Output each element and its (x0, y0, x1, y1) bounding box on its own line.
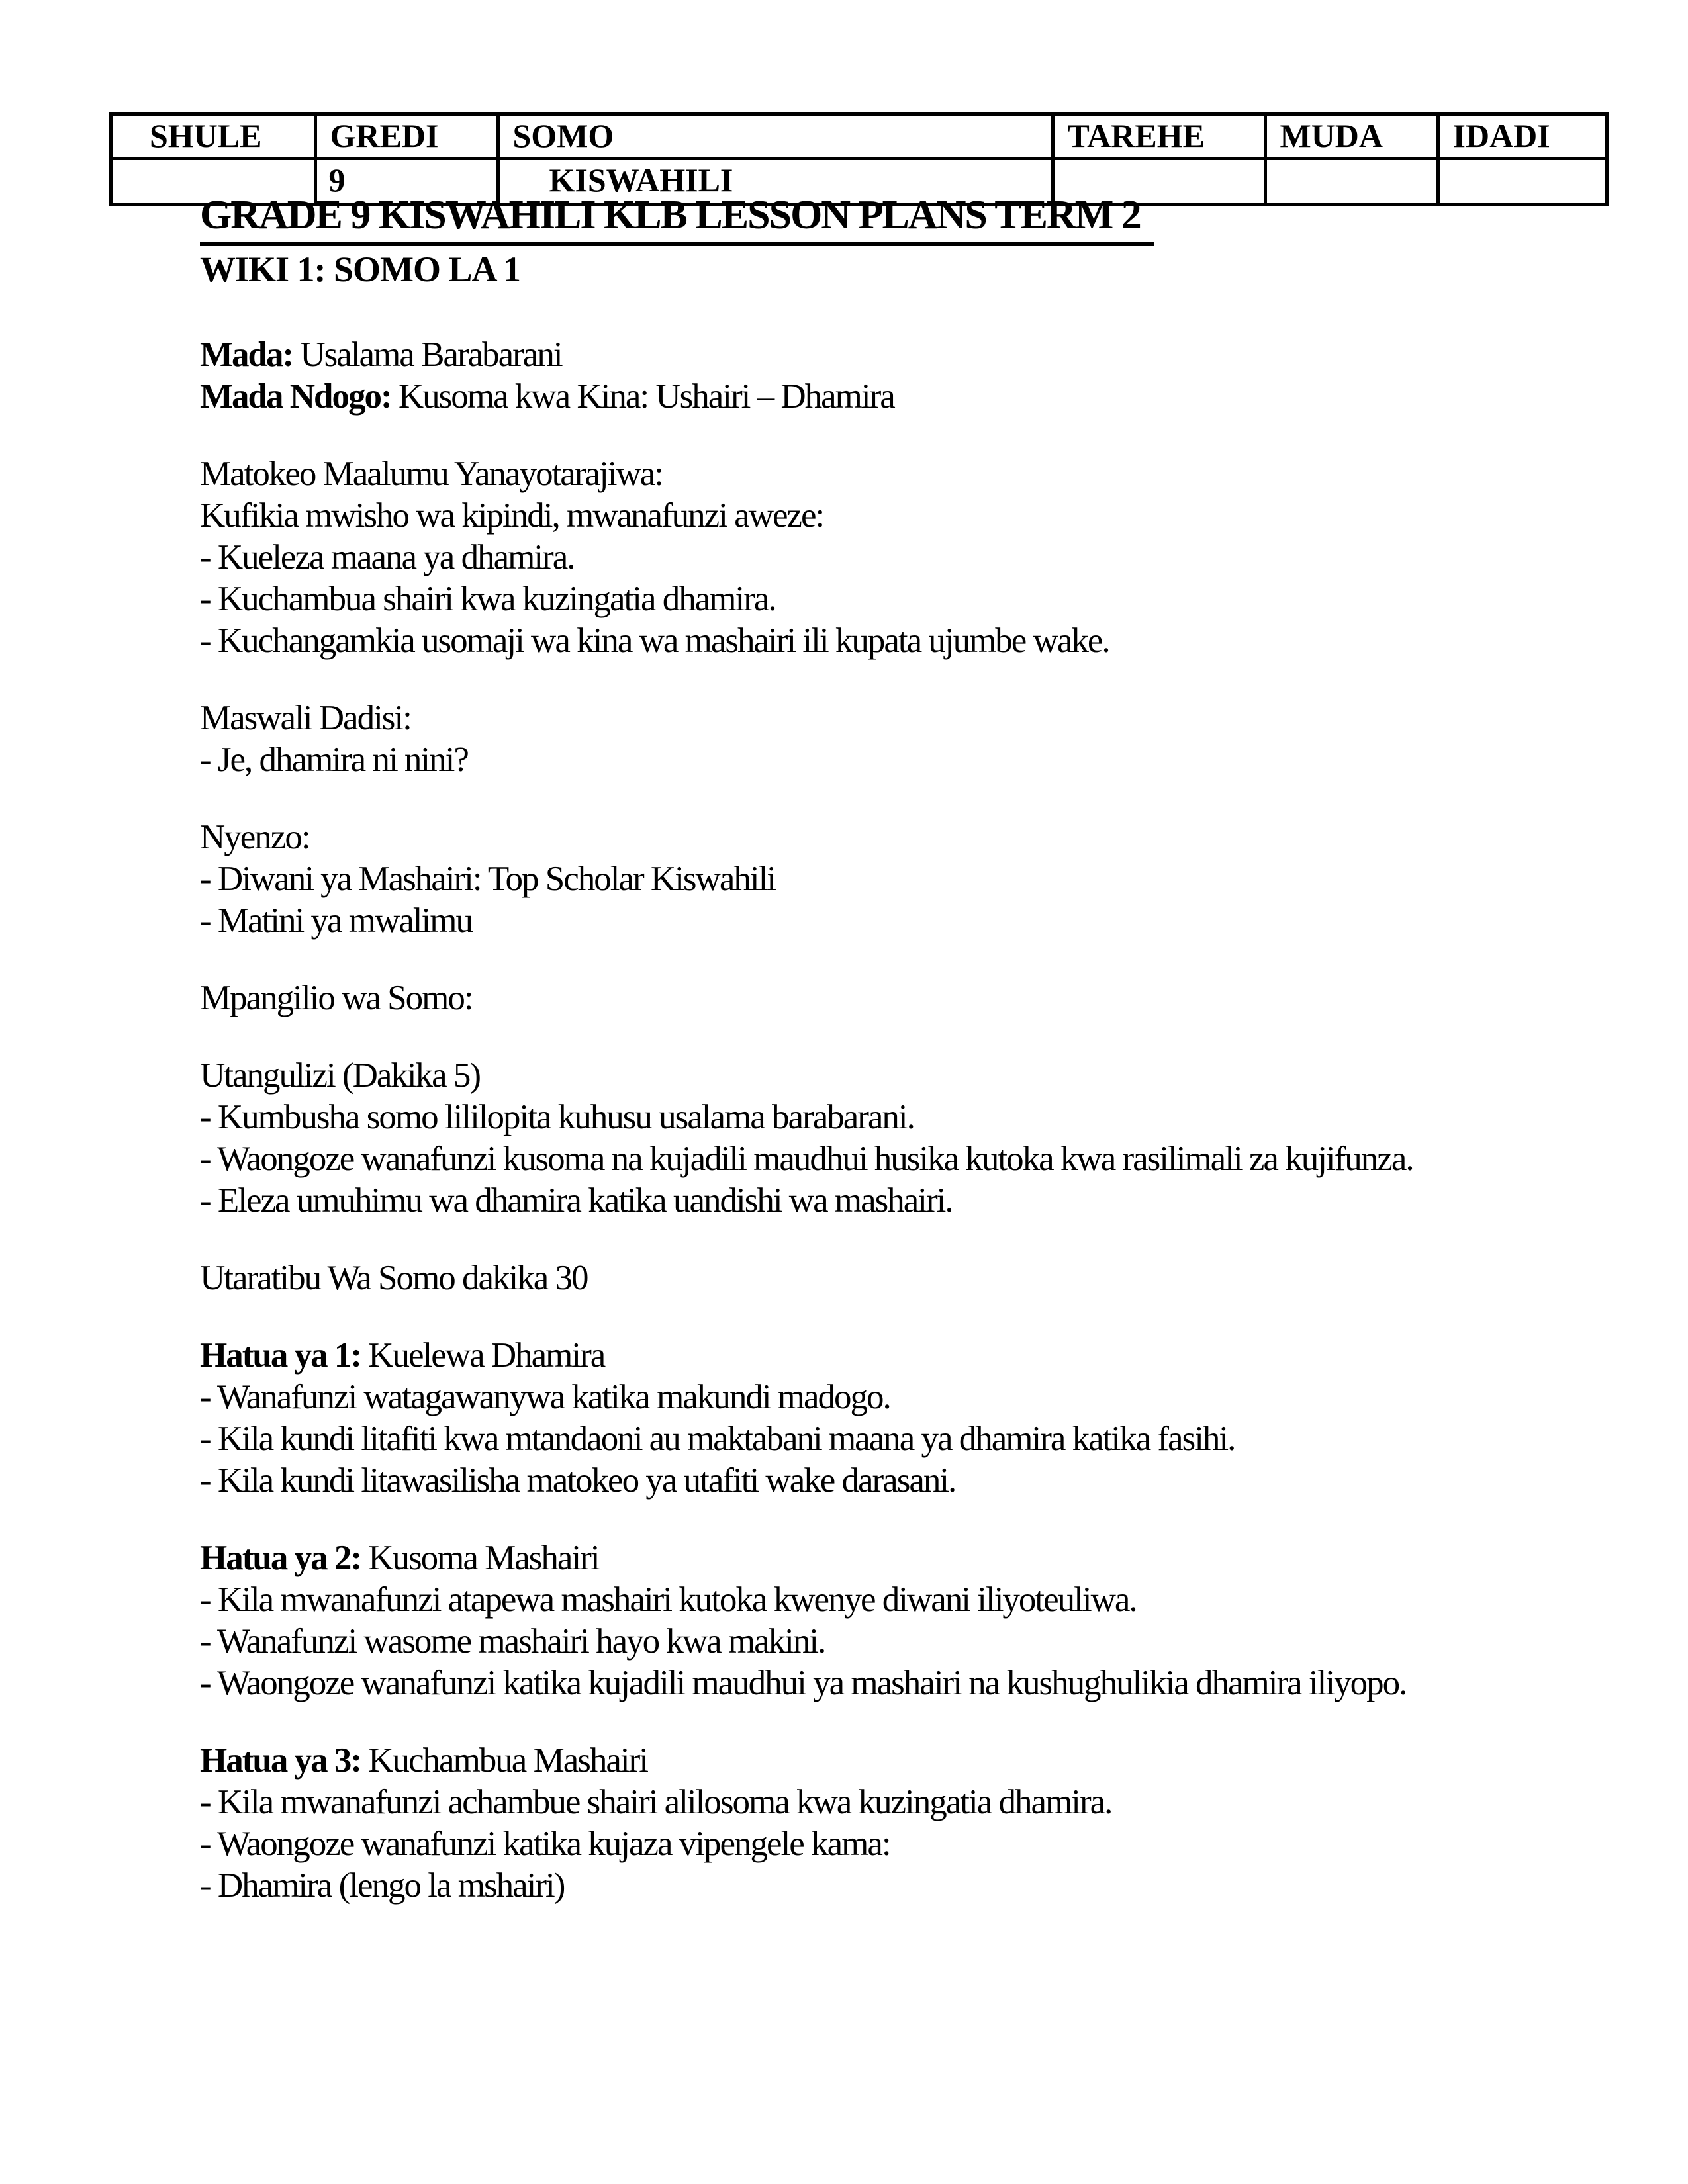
maswali-heading: Maswali Dadisi: (200, 699, 411, 737)
table-cell-muda (1265, 159, 1438, 205)
mada-ndogo-value: Kusoma kwa Kina: Ushairi – Dhamira (391, 377, 894, 416)
hatua2-label: Hatua ya 2: (200, 1539, 361, 1577)
table-header-muda: MUDA (1265, 114, 1438, 159)
hatua2-title: Kusoma Mashairi (361, 1539, 599, 1577)
spacer (200, 942, 1669, 978)
spacer (200, 1019, 1669, 1055)
table-cell-gredi: 9 (315, 159, 498, 205)
week-lesson-heading: WIKI 1: SOMO LA 1 (200, 250, 521, 289)
hatua1-label: Hatua ya 1: (200, 1336, 361, 1375)
hatua1-title: Kuelewa Dhamira (361, 1336, 605, 1375)
spacer (200, 1704, 1669, 1740)
lesson-content (200, 334, 1669, 1907)
spacer (200, 1299, 1669, 1335)
hatua1-bullet: - Kila kundi litafiti kwa mtandaoni au maktabani maana ya dhamira katika fasihi. (200, 1420, 1235, 1458)
mada-ndogo-line (200, 376, 1669, 418)
table-header-row (111, 114, 1607, 159)
hatua3-bullet: - Dhamira (lengo la mshairi) (200, 1866, 565, 1905)
hatua2-bullet: - Wanafunzi wasome mashairi hayo kwa makini. (200, 1622, 825, 1661)
nyenzo-bullet: - Diwani ya Mashairi: Top Scholar Kiswahili (200, 860, 776, 898)
table-cell-somo: KISWAHILI (498, 159, 1053, 205)
hatua3-title: Kuchambua Mashairi (361, 1741, 647, 1780)
hatua2-heading-line (200, 1537, 1669, 1579)
maswali-bullet: - Je, dhamira ni nini? (200, 741, 468, 779)
mada-ndogo-label: Mada Ndogo: (200, 377, 391, 416)
hatua2-bullet: - Waongoze wanafunzi katika kujadili maudhui ya mashairi na kushughulikia dhamira iliyopo. (200, 1664, 1407, 1702)
mada-line (200, 334, 1669, 376)
spacer (200, 662, 1669, 698)
spacer (200, 1502, 1669, 1537)
table-header-idadi: IDADI (1438, 114, 1607, 159)
mada-value: Usalama Barabarani (293, 336, 562, 374)
table-header-tarehe: TAREHE (1053, 114, 1265, 159)
utangulizi-bullet: - Waongoze wanafunzi kusoma na kujadili maudhui husika kutoka kwa rasilimali za kujifunza. (200, 1140, 1413, 1178)
utaratibu-heading: Utaratibu Wa Somo dakika 30 (200, 1259, 588, 1297)
spacer (200, 418, 1669, 453)
hatua3-heading-line (200, 1740, 1669, 1782)
matokeo-bullet: - Kuchangamkia usomaji wa kina wa mashairi ili kupata ujumbe wake. (200, 621, 1109, 660)
matokeo-heading: Matokeo Maalumu Yanayotarajiwa: (200, 455, 663, 493)
mpangilio-heading: Mpangilio wa Somo: (200, 979, 473, 1017)
hatua1-heading-line (200, 1335, 1669, 1377)
mada-label: Mada: (200, 336, 293, 374)
table-header-shule: SHULE (111, 114, 315, 159)
matokeo-intro: Kufikia mwisho wa kipindi, mwanafunzi aweze: (200, 496, 824, 535)
utangulizi-heading: Utangulizi (Dakika 5) (200, 1056, 481, 1095)
table-header-somo: SOMO (498, 114, 1053, 159)
table-cell-idadi (1438, 159, 1607, 205)
spacer (200, 1222, 1669, 1257)
hatua1-bullet: - Kila kundi litawasilisha matokeo ya utafiti wake darasani. (200, 1461, 956, 1500)
hatua1-bullet: - Wanafunzi watagawanywa katika makundi madogo. (200, 1378, 890, 1416)
utangulizi-bullet: - Kumbusha somo lililopita kuhusu usalama barabarani. (200, 1098, 914, 1136)
nyenzo-heading: Nyenzo: (200, 818, 310, 856)
nyenzo-bullet: - Matini ya mwalimu (200, 901, 472, 940)
hatua3-bullet: - Waongoze wanafunzi katika kujaza vipengele kama: (200, 1825, 890, 1863)
matokeo-bullet: - Kuchambua shairi kwa kuzingatia dhamira. (200, 580, 776, 618)
spacer (200, 781, 1669, 817)
hatua2-bullet: - Kila mwanafunzi atapewa mashairi kutoka kwenye diwani iliyoteuliwa. (200, 1580, 1137, 1619)
table-header-gredi: GREDI (315, 114, 498, 159)
hatua3-label: Hatua ya 3: (200, 1741, 361, 1780)
page-title: GRADE 9 KISWAHILI KLB LESSON PLANS TERM 2 (200, 195, 1154, 246)
utangulizi-bullet: - Eleza umuhimu wa dhamira katika uandishi wa mashairi. (200, 1181, 953, 1220)
hatua3-bullet: - Kila mwanafunzi achambue shairi alilosoma kwa kuzingatia dhamira. (200, 1783, 1112, 1821)
matokeo-bullet: - Kueleza maana ya dhamira. (200, 538, 575, 576)
